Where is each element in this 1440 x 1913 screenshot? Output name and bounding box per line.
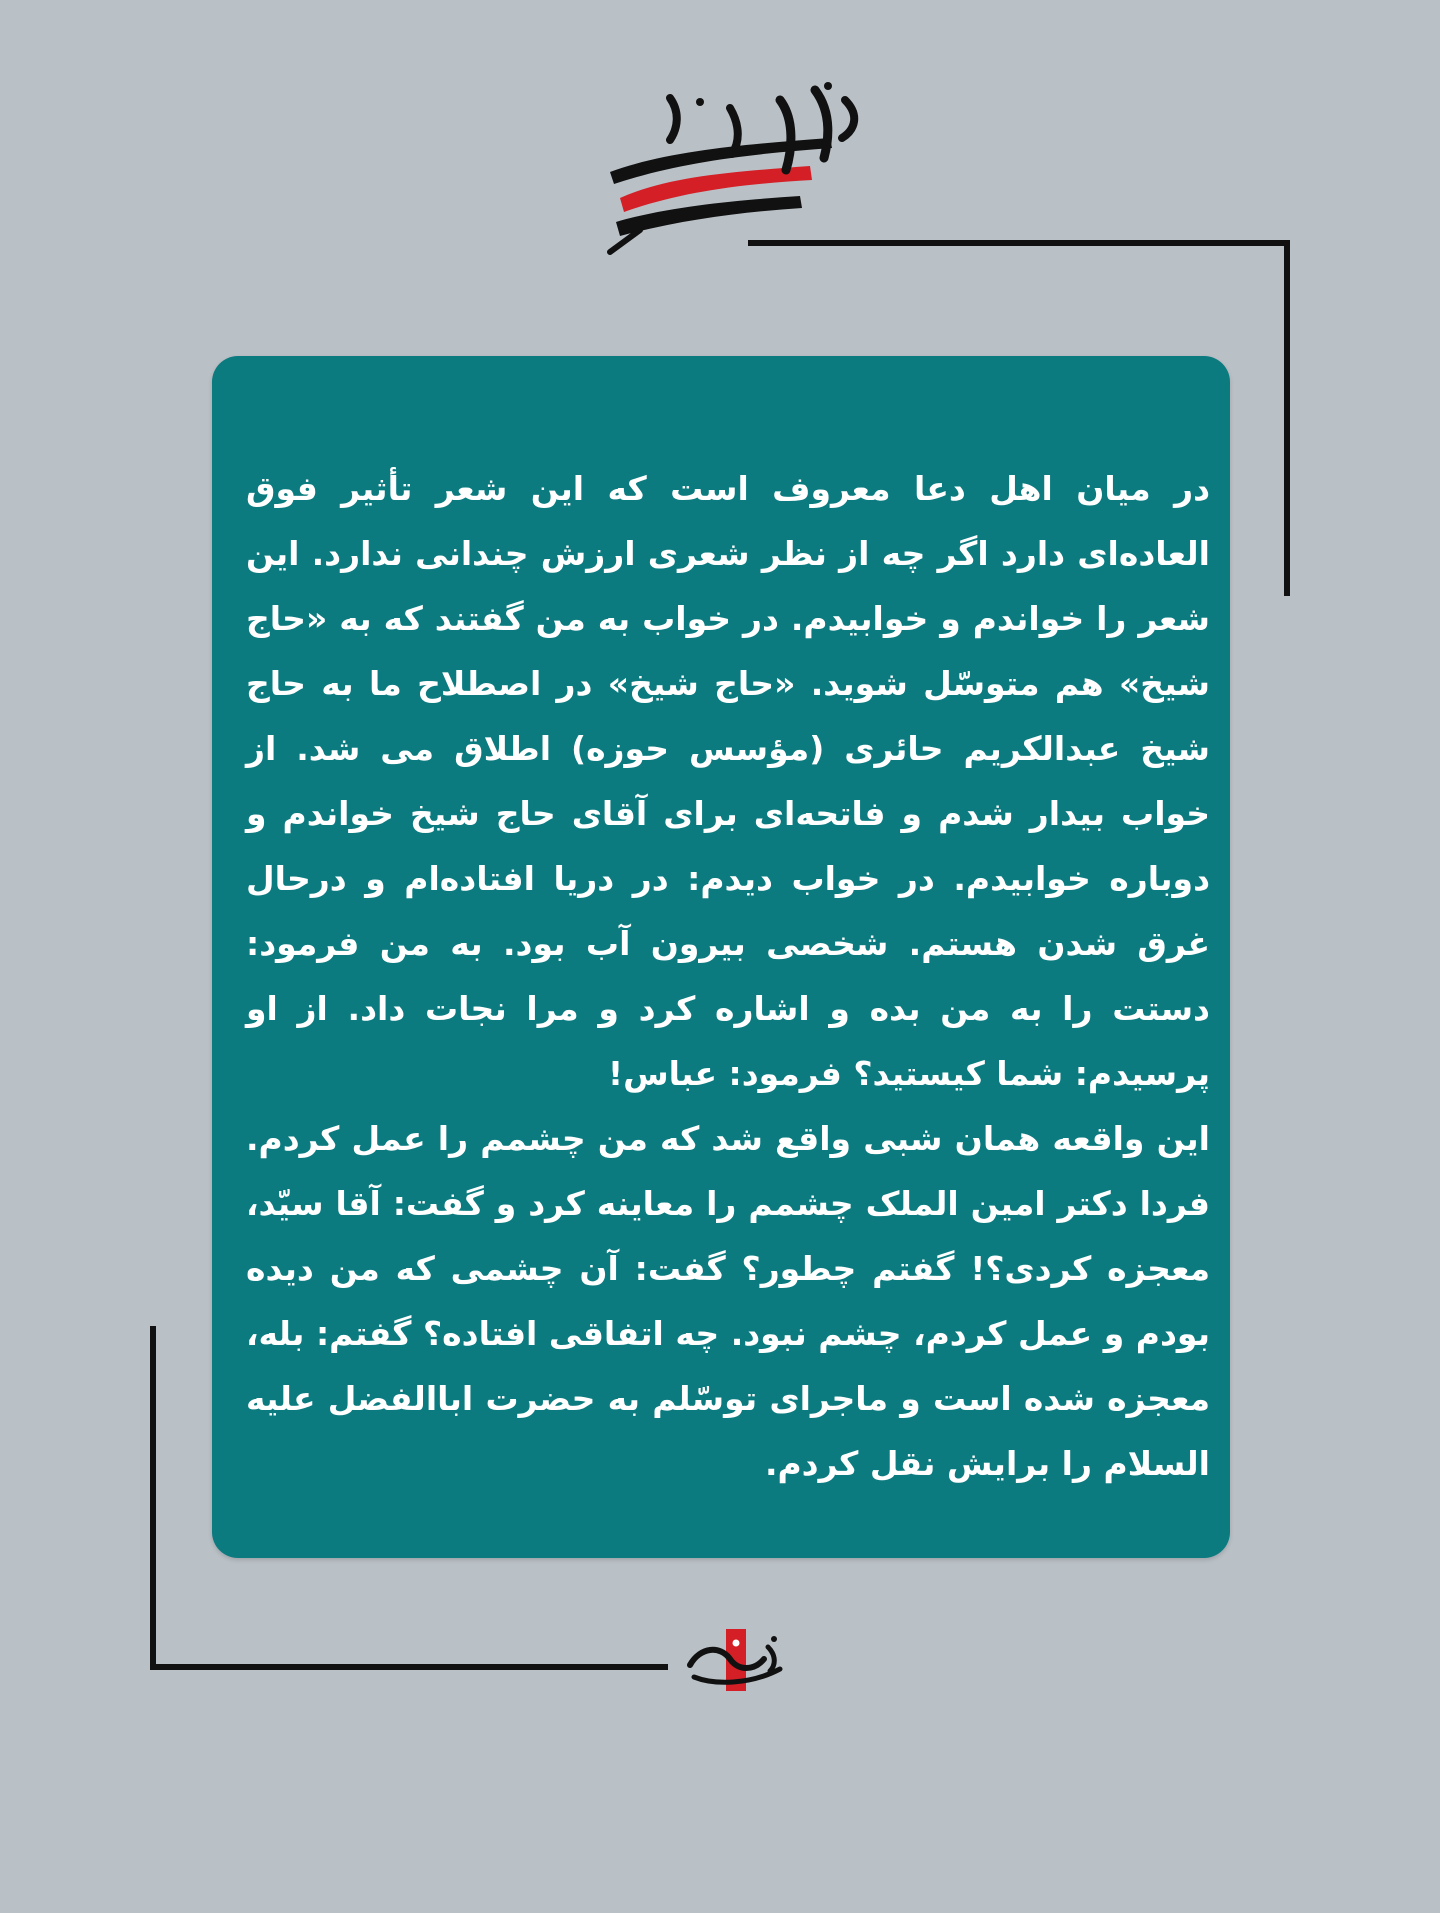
- frame-line-right: [1284, 240, 1290, 596]
- story-paragraph-2: این واقعه همان شبی واقع شد که من چشمم را عمل کردم. فردا دکتر امین الملک چشمم را معاینه کرد و گفت: آقا سیّد، معجزه کردی؟! گفتم چطور؟ گفت: آن چشمی که من دیده بودم و عمل کردم، چشم نبود. چه اتفاقی افتاده؟ گفتم: بله، معجزه شده است و ماجرای توسّلم به حضرت اباالفضل علیه السلام را برایش نقل کردم.: [246, 1119, 1210, 1483]
- story-text: [246, 456, 1210, 1496]
- story-card: [212, 356, 1230, 1558]
- atigh-logo: [680, 1625, 790, 1695]
- frame-line-top: [748, 240, 1290, 246]
- story-paragraph-1: در میان اهل دعا معروف است که این شعر تأثیر فوق العاده‌ای دارد اگر چه از نظر شعری ارزش چندانی ندارد. این شعر را خواندم و خوابیدم. در خواب به من گفتند که به «حاج شیخ» هم متوسّل شوید. «حاج شیخ» در اصطلاح ما به حاج شیخ عبدالکریم حائری (مؤسس حوزه) اطلاق می شد. از خواب بیدار شدم و فاتحه‌ای برای آقای حاج شیخ خواندم و دوباره خوابیدم. در خواب دیدم: در دریا افتاده‌ام و درحال غرق شدن هستم. شخصی بیرون آب بود. به من فرمود: دستت را به من بده و اشاره کرد و مرا نجات داد. از او پرسیدم: شما کیستید؟ فرمود: عباس!: [246, 469, 1210, 1093]
- frame-line-left: [150, 1326, 156, 1670]
- naghmeh-saz-logo: [580, 80, 870, 260]
- frame-line-bottom: [150, 1664, 668, 1670]
